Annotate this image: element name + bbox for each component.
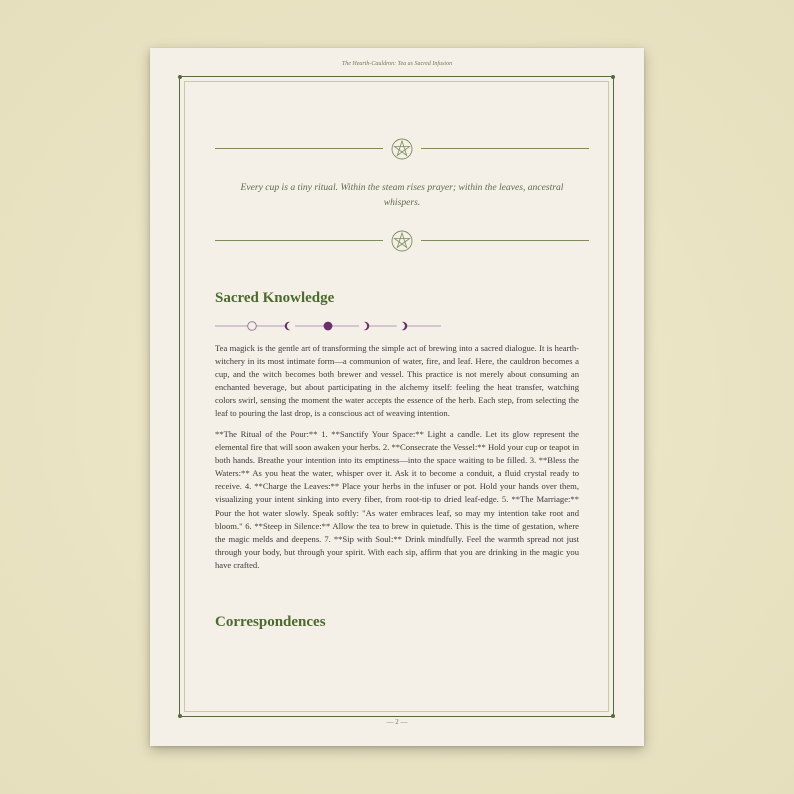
divider-rule (215, 148, 383, 149)
page-number: — 2 — (386, 718, 408, 726)
frame-corner-dot (611, 75, 615, 79)
epigraph: Every cup is a tiny ritual. Within the steam rises prayer; within the leaves, ancestral whispers. (240, 182, 564, 208)
section-heading: Correspondences (215, 614, 326, 630)
moon-phase-icons (215, 319, 441, 333)
pentacle-icon (391, 230, 413, 252)
running-head: The Hearth-Cauldron: Tea as Sacred Infusion (341, 61, 453, 67)
frame-corner-dot (178, 75, 182, 79)
body-paragraph: Tea magick is the gentle art of transforming the simple act of brewing into a sacred dialogue. It is hearth-witchery in its most intimate form—a communion of water, fire, and leaf. Here, the cauldron becomes a cup, and the witch becomes both brewer and vessel. This practice is not merely about consuming an enchanted beverage, but about participating in the alchemy itself: feeling the heat transfer, watching colors swirl, sensing the moment the water accepts the essence of the herb. Each step, from selecting the leaf to pouring the last drop, is a conscious act of weaving intention. (215, 343, 579, 419)
frame-corner-dot (611, 714, 615, 718)
section-heading: Sacred Knowledge (215, 290, 335, 306)
pentacle-icon (391, 138, 413, 160)
ornament-divider-bottom (215, 230, 589, 252)
body-paragraph: **The Ritual of the Pour:** 1. **Sanctify Your Space:** Light a candle. Let its glow represent the elemental fire that will soon awaken your herbs. 2. **Consecrate the Vessel:** Hold your cup or teapot in both hands. Breathe your intention into its emptiness—into the space waiting to be filled. 3. **Bless the Waters:** As you heat the water, whisper over it. Ask it to become a conduit, a fluid crystal ready to receive. 4. **Charge the Leaves:** Place your herbs in the infuser or pot. Hold your hands over them, visualizing your intent sinking into every fiber, from root-tip to dried leaf-edge. 5. **The Marriage:** Pour the hot water slowly. Speak softly: "As water embraces leaf, so may my intention take root and bloom." 6. **Steep in Silence:** Allow the tea to brew in quietude. This is the time of gestation, where the magic melds and deepens. 7. **Sip with Soul:** Drink mindfully. Feel the warmth spread not just through your body, but through your spirit. With each sip, affirm that you are drinking in the magic you have crafted. (215, 429, 579, 570)
ornament-divider-top (215, 138, 589, 160)
frame-corner-dot (178, 714, 182, 718)
divider-rule (215, 240, 383, 241)
divider-rule (421, 148, 589, 149)
divider-rule (421, 240, 589, 241)
book-page (150, 48, 644, 746)
